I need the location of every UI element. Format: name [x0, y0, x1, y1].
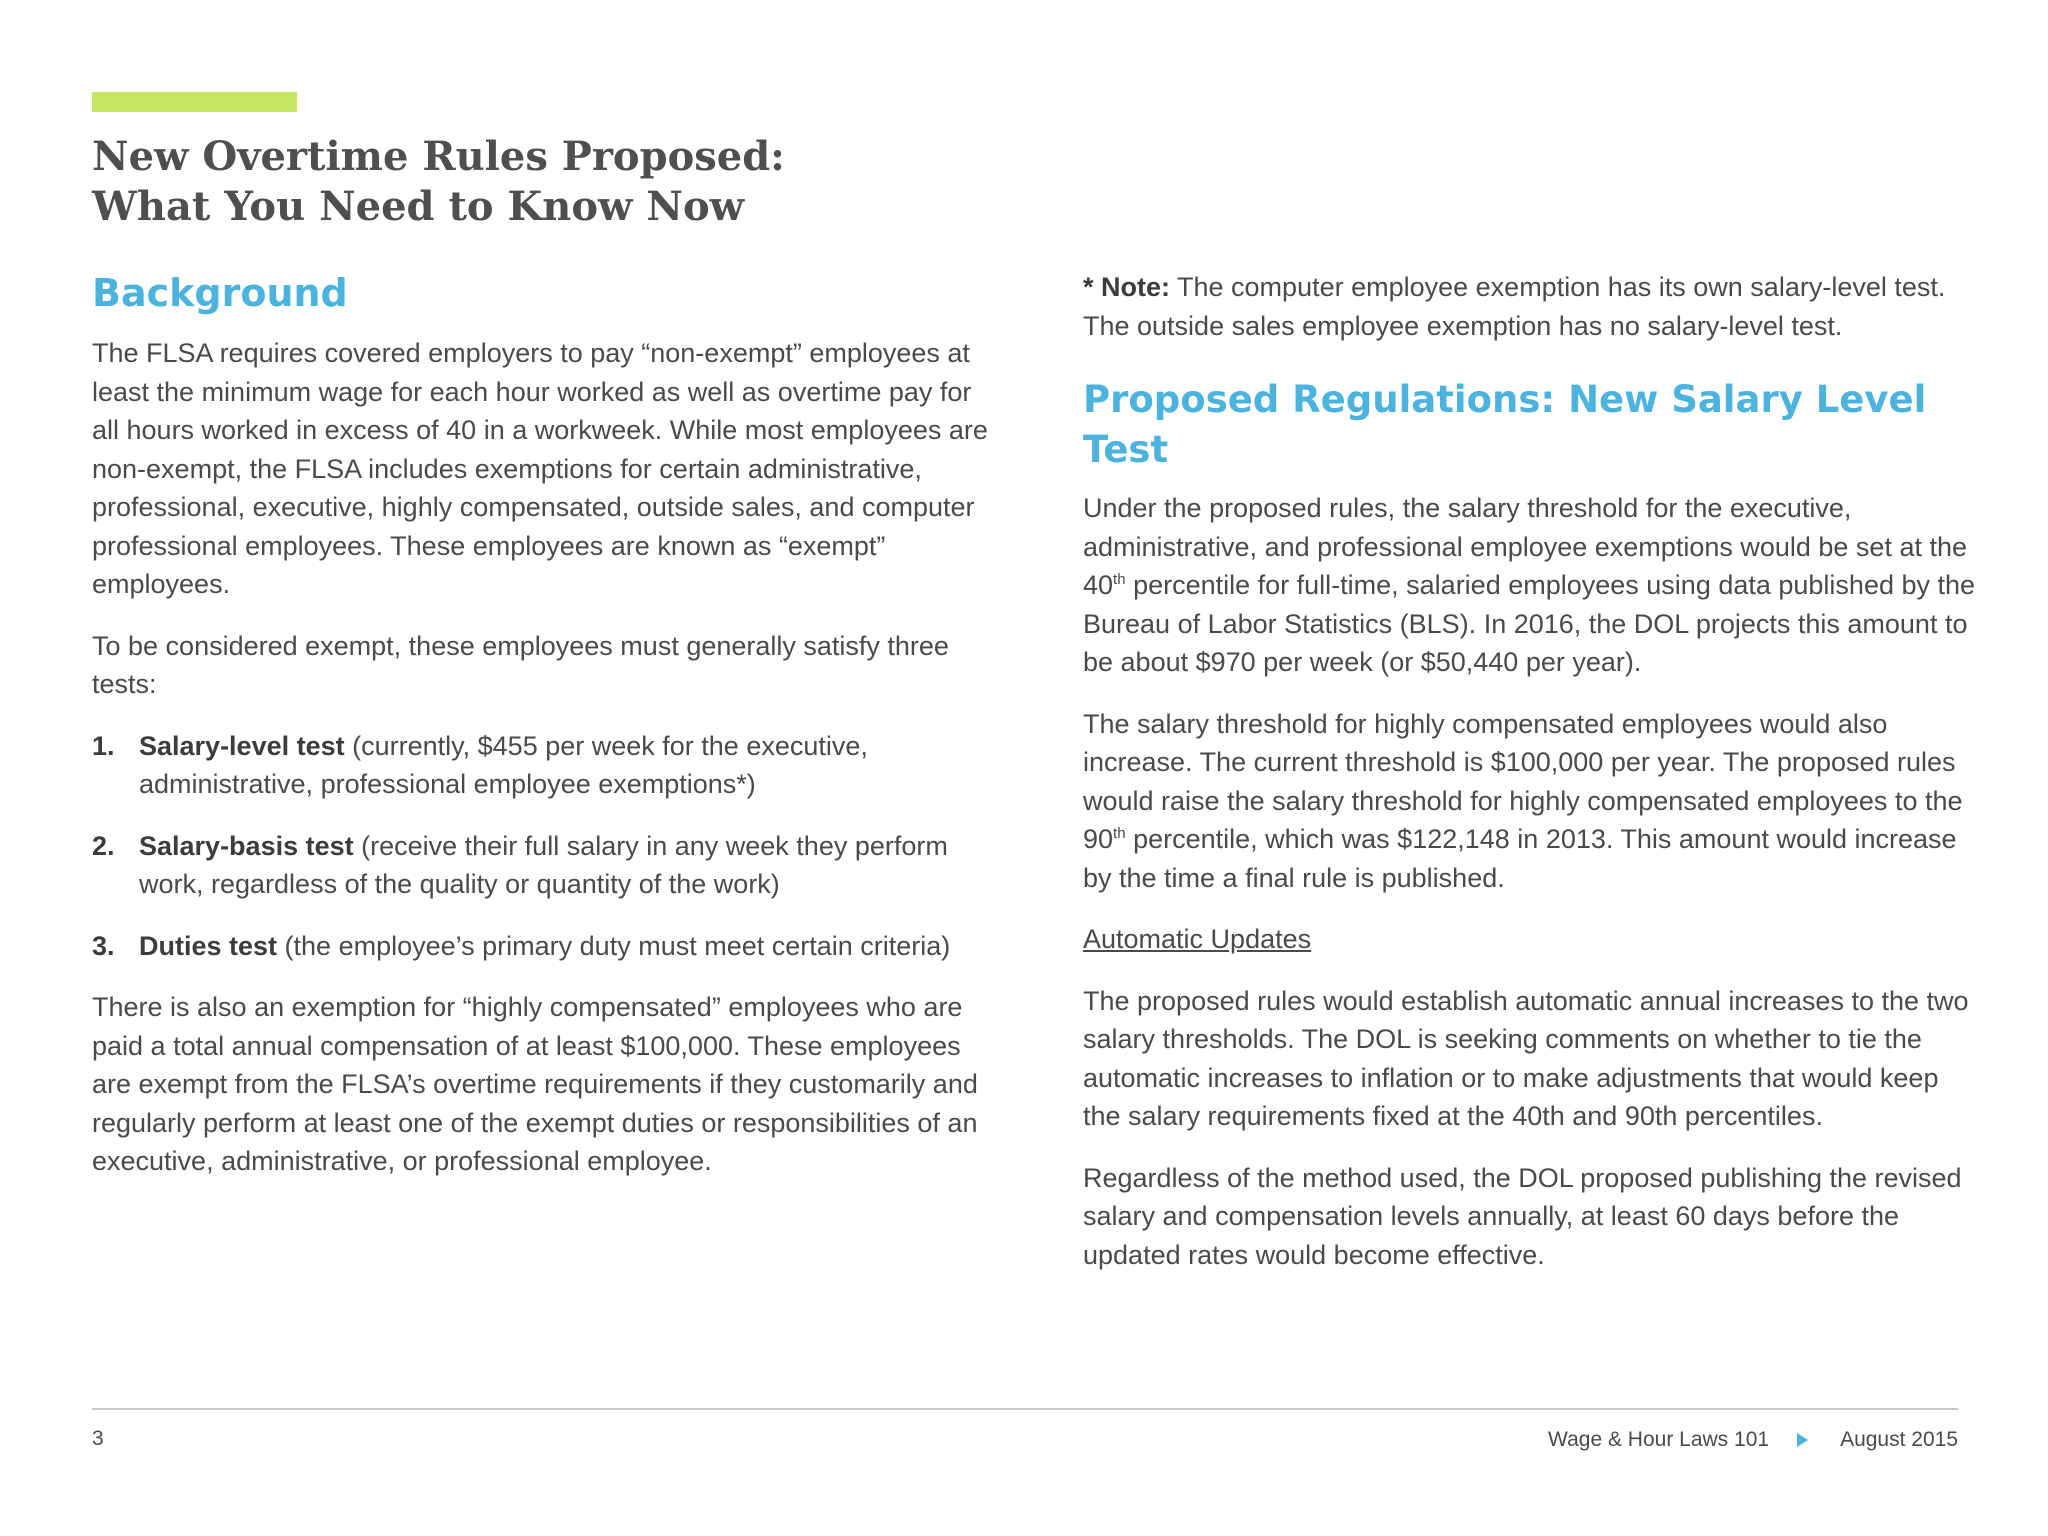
automatic-updates-subheading: Automatic Updates: [1083, 924, 1312, 954]
publication-name: Wage & Hour Laws 101: [1548, 1428, 1770, 1451]
footer-info: [1548, 1428, 1958, 1452]
text-run: percentile for full-time, salaried employees using data published by the Bureau of Labor Statistics (BLS). In 2016, the DOL projects this amount to be about $970 per week (or $50,440 per year).: [1083, 570, 1976, 677]
list-number: 2.: [92, 830, 115, 861]
page-title-line2: What You Need to Know Now: [92, 183, 745, 230]
text-run: The salary threshold for highly compensated employees would also increase. The current threshold is $100,000 per year. The proposed rules would raise the salary threshold for highly compensated employees to the 90: [1083, 708, 1963, 854]
text-run: percentile, which was $122,148 in 2013. This amount would increase by the time a final rule is published.: [1083, 824, 1957, 893]
superscript: th: [1113, 571, 1126, 588]
list-item: [92, 827, 992, 904]
accent-bar: [92, 92, 297, 112]
page-number: 3: [92, 1427, 104, 1450]
list-number: 3.: [92, 930, 115, 961]
test-term: Salary-basis test: [139, 830, 354, 861]
text-run: Under the proposed rules, the salary threshold for the executive, administrative, and professional employee exemptions would be set at the 40: [1083, 493, 1967, 600]
list-item: [92, 727, 992, 804]
footer-divider: [92, 1408, 1958, 1410]
background-paragraph-1: The FLSA requires covered employers to pay “non-exempt” employees at least the minimum wage for each hour worked as well as overtime pay for all hours worked in excess of 40 in a workweek. While most employees are non-exempt, the FLSA includes exemptions for certain administrative, professional, executive, highly compensated, outside sales, and computer professional employees. These employees are known as “exempt” employees.: [92, 338, 988, 599]
note-paragraph: [1083, 268, 1983, 345]
list-item: [92, 927, 992, 966]
background-paragraph-3: There is also an exemption for “highly compensated” employees who are paid a total annual compensation of at least $100,000. These employees are exempt from the FLSA’s overtime requirements if they customarily and regularly perform at least one of the exempt duties or responsibilities of an executive, administrative, or professional employee.: [92, 992, 978, 1176]
exemption-tests-list: [92, 727, 992, 966]
triangle-right-icon: [1797, 1433, 1808, 1447]
test-description: (receive their full salary in any week they perform work, regardless of the quality or quantity of the work): [139, 830, 948, 899]
automatic-updates-paragraph-1: The proposed rules would establish automatic annual increases to the two salary thresholds. The DOL is seeking comments on whether to tie the automatic increases to inflation or to make adjustments that would keep the salary requirements fixed at the 40th and 90th percentiles.: [1083, 985, 1969, 1131]
proposed-paragraph-2: [1083, 705, 1983, 898]
background-heading: Background: [92, 271, 348, 315]
page-title: [92, 132, 992, 232]
note-text: The computer employee exemption has its own salary-level test. The outside sales employee exemption has no salary-level test.: [1083, 272, 1946, 341]
publication-date: August 2015: [1840, 1428, 1958, 1451]
test-term: Salary-level test: [139, 730, 345, 761]
page-title-line1: New Overtime Rules Proposed:: [92, 133, 785, 180]
automatic-updates-paragraph-2: Regardless of the method used, the DOL proposed publishing the revised salary and compensation levels annually, at least 60 days before the updated rates would become effective.: [1083, 1162, 1962, 1270]
test-term: Duties test: [139, 930, 278, 961]
test-description: (currently, $455 per week for the executive, administrative, professional employee exemptions*): [139, 730, 868, 799]
right-column: [1083, 268, 1983, 1297]
note-label: * Note:: [1083, 272, 1170, 302]
proposed-regulations-heading: Proposed Regulations: New Salary Level Test: [1083, 378, 1927, 471]
list-number: 1.: [92, 730, 115, 761]
test-description: (the employee’s primary duty must meet certain criteria): [277, 930, 951, 961]
left-column: [92, 268, 992, 1204]
superscript: th: [1113, 825, 1126, 842]
proposed-paragraph-1: [1083, 489, 1983, 682]
background-paragraph-2: To be considered exempt, these employees must generally satisfy three tests:: [92, 630, 949, 699]
